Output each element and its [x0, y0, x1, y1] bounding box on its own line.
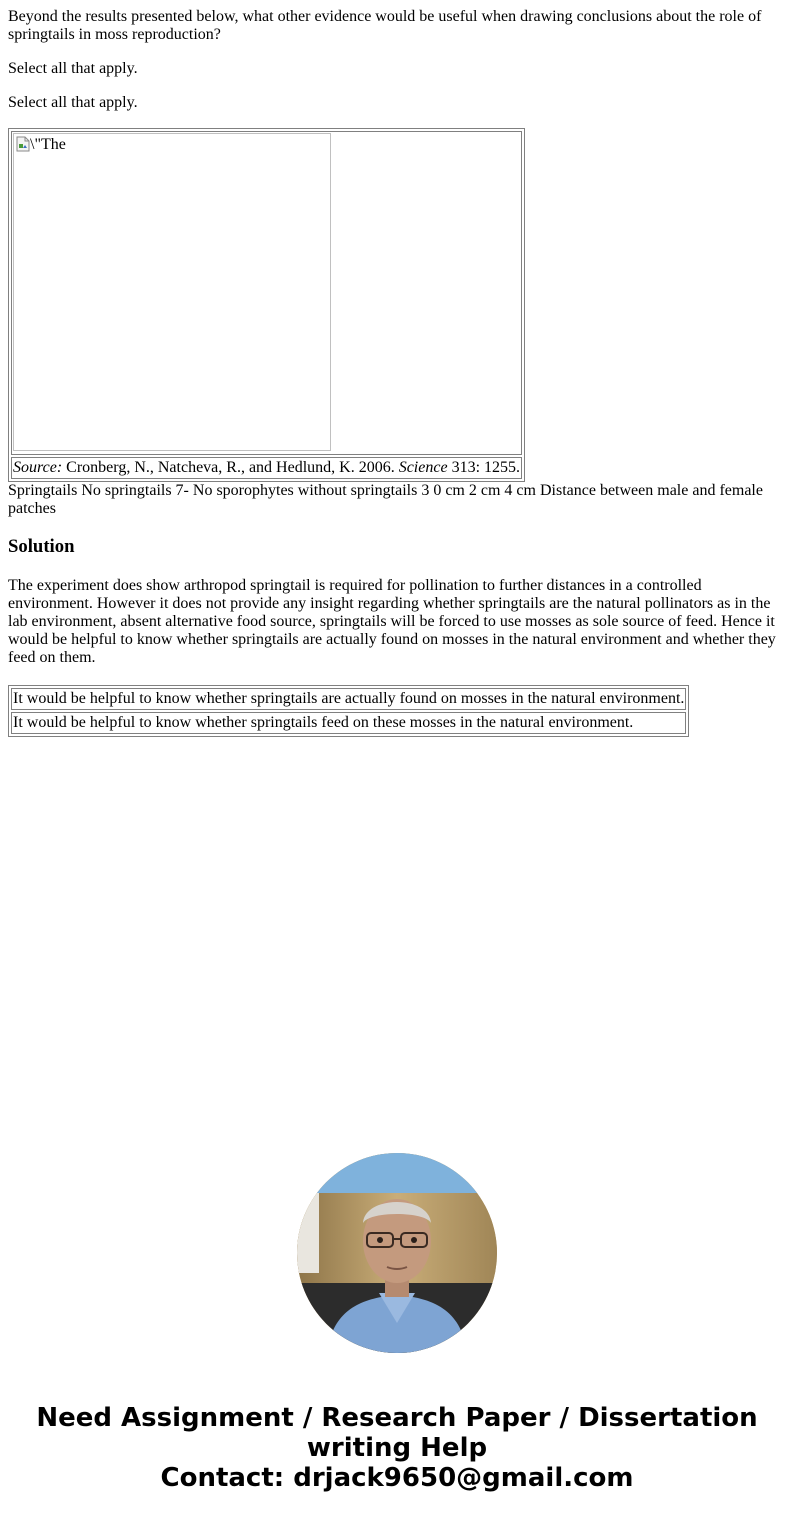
promo-block: [0, 1153, 794, 1493]
promo-headline: Need Assignment / Research Paper / Dissertation writing Help: [36, 1403, 758, 1463]
promo-text: [0, 1403, 794, 1493]
source-journal: Science: [398, 459, 448, 476]
table-row: [11, 712, 686, 734]
solution-text: The experiment does show arthropod springtail is required for pollination to further distances in a controlled environment. However it does not provide any insight regarding whether springtails are the natural pollinators as in the lab environment, absent alternative food source, springtails will be forced to use mosses as sole source of feed. Hence it would be helpful to know whether springtails are actually found on mosses in the natural environment and whether they feed on them.: [8, 577, 776, 666]
question-text: Beyond the results presented below, what other evidence would be useful when drawing conclusions about the role of springtails in moss reproduction?: [8, 8, 762, 43]
instruction-text-repeat: Select all that apply.: [8, 94, 138, 111]
instruction-text: Select all that apply.: [8, 60, 138, 77]
figure-caption: Springtails No springtails 7- No sporophytes without springtails 3 0 cm 2 cm 4 cm Distance between male and female patches: [8, 482, 763, 517]
figure-table: [8, 128, 525, 482]
answer-cell: It would be helpful to know whether springtails feed on these mosses in the natural environment.: [11, 712, 686, 734]
figure-image: [13, 133, 331, 451]
solution-heading: Solution: [8, 536, 75, 557]
figure-image-cell: [11, 131, 522, 455]
table-row: [11, 688, 686, 710]
broken-image-icon: [16, 136, 30, 152]
source-authors: Cronberg, N., Natcheva, R., and Hedlund, K. 2006.: [62, 459, 399, 476]
avatar: [297, 1153, 497, 1353]
source-reference: 313: 1255.: [447, 459, 521, 476]
answer-cell: It would be helpful to know whether springtails are actually found on mosses in the natural environment.: [11, 688, 686, 710]
page-content: [0, 0, 794, 737]
source-label: Source:: [13, 459, 63, 476]
avatar-portrait: [297, 1153, 497, 1353]
answers-table: [8, 685, 689, 737]
figure-source: [11, 457, 522, 479]
promo-contact: Contact: drjack9650@gmail.com: [160, 1463, 634, 1493]
figure-image-alt-text: \"The: [30, 136, 66, 153]
